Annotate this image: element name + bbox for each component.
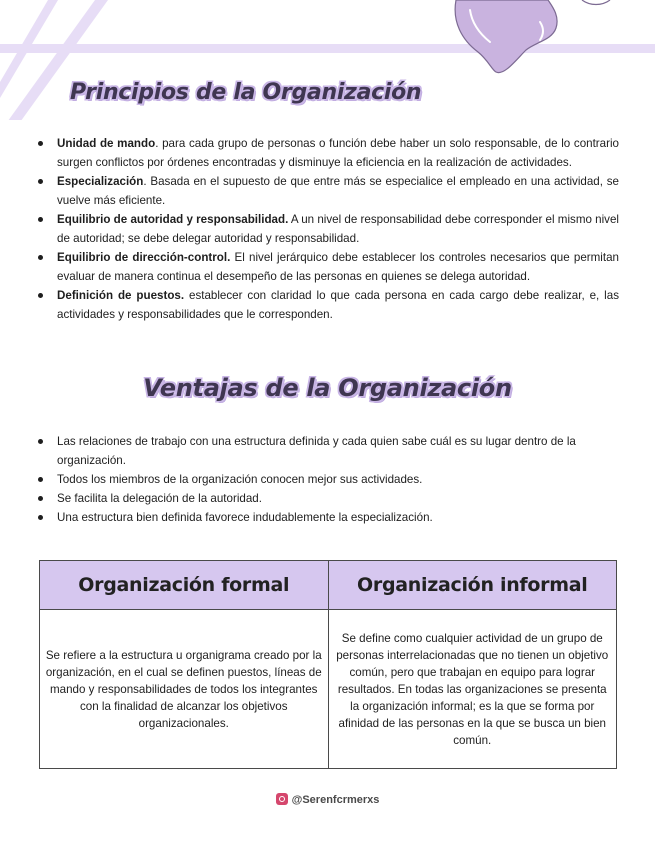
horizontal-stripe xyxy=(0,44,655,53)
list-item xyxy=(57,210,619,248)
principle-term: Equilibrio de dirección-control. xyxy=(57,251,231,264)
principle-term: Especialización xyxy=(57,175,144,188)
list-item: Las relaciones de trabajo con una estructura definida y cada quien sabe cuál es su lugar dentro de la organización. xyxy=(57,432,619,470)
principle-term: Equilibrio de autoridad y responsabilidad. xyxy=(57,213,289,226)
list-item xyxy=(57,172,619,210)
list-item xyxy=(57,134,619,172)
principle-text: . Basada en el supuesto de que entre más se especialice el empleado en una actividad, se vuelve más eficiente. xyxy=(57,175,619,207)
principle-text: . para cada grupo de personas o función debe haber un solo responsable, de lo contrario surgen conflictos por órdenes encontradas y disminuye la eficiencia en la realización de actividades. xyxy=(57,137,620,169)
informal-header: Organización informal xyxy=(328,561,617,610)
list-item: Se facilita la delegación de la autoridad. xyxy=(57,489,619,508)
footer-credit xyxy=(0,793,655,806)
formal-header: Organización formal xyxy=(40,561,329,610)
formal-description: Se refiere a la estructura u organigrama creado por la organización, en el cual se definen puestos, líneas de mando y responsabilidades de todos los integrantes con la finalidad de alcanzar los objetivos organizacionales. xyxy=(40,610,329,769)
footer-handle[interactable]: @Serenfcrmerxs xyxy=(291,794,380,806)
principles-list xyxy=(57,134,619,324)
principle-term: Definición de puestos. xyxy=(57,289,185,302)
informal-description: Se define como cualquier actividad de un grupo de personas interrelacionadas que no tienen un objetivo común, pero que trabajan en equipo para lograr resultados. En todas las organizaciones se presenta la organización informal; es la que se forma por afinidad de las personas en la que se busca un bien común. xyxy=(328,610,617,769)
principle-term: Unidad de mando xyxy=(57,137,156,150)
list-item: Una estructura bien definida favorece indudablemente la especialización. xyxy=(57,508,619,527)
principle-text: establecer con claridad lo que cada persona en cada cargo debe realizar, e, las actividades y responsabilidades que le corresponden. xyxy=(57,289,619,321)
list-item xyxy=(57,286,619,324)
comparison-table xyxy=(39,560,617,769)
list-item: Todos los miembros de la organización conocen mejor sus actividades. xyxy=(57,470,619,489)
advantages-title: Ventajas de la Organización xyxy=(143,374,512,402)
blob-edge xyxy=(582,0,610,5)
principle-text: El nivel jerárquico debe establecer los controles necesarios que permitan evaluar de manera continua el desempeño de las personas en quienes se delega autoridad. xyxy=(57,251,619,283)
principle-text: A un nivel de responsabilidad debe corresponder el mismo nivel de autoridad; se debe delegar autoridad y responsabilidad. xyxy=(57,213,619,245)
instagram-icon xyxy=(276,793,288,805)
principles-title: Principios de la Organización xyxy=(70,80,422,105)
advantages-list xyxy=(57,432,619,527)
list-item xyxy=(57,248,619,286)
